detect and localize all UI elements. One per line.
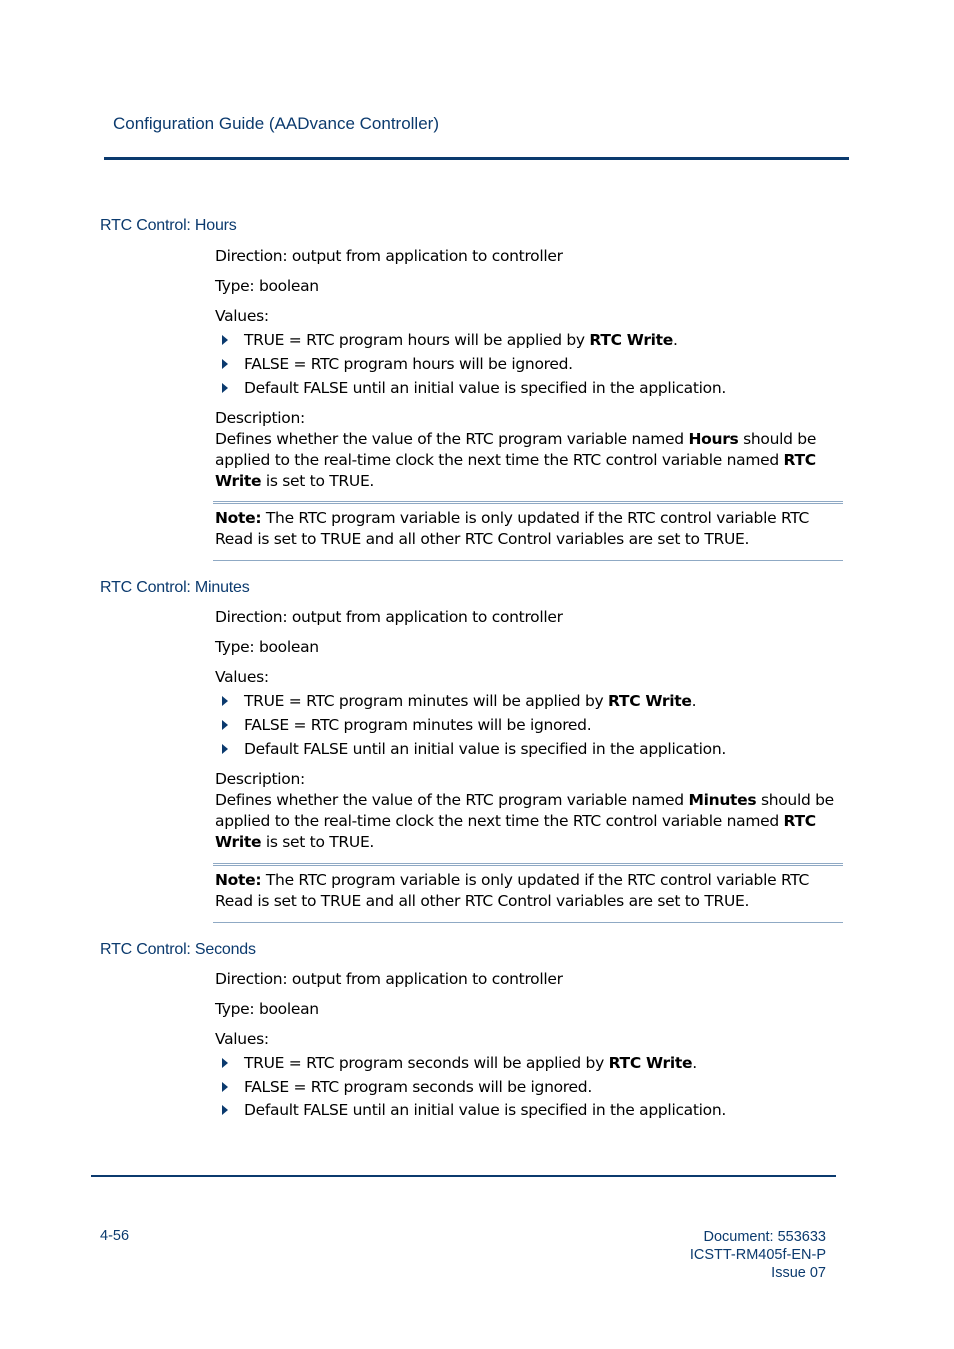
page-number: 4-56 [100, 1228, 130, 1244]
bullet-arrow-icon [222, 1105, 228, 1115]
document-issue: Issue 07 [771, 1265, 826, 1281]
minutes-type: Type: boolean [215, 638, 319, 656]
section-heading-minutes: RTC Control: Minutes [100, 579, 250, 596]
seconds-type: Type: boolean [215, 1000, 319, 1018]
section-heading-seconds: RTC Control: Seconds [100, 941, 256, 958]
minutes-values-label: Values: [215, 668, 269, 686]
minutes-note-box [213, 863, 843, 923]
document-number: Document: 553633 [703, 1229, 826, 1245]
section-heading-hours: RTC Control: Hours [100, 217, 237, 234]
footer-divider [91, 1175, 836, 1177]
bullet-arrow-icon [222, 720, 228, 730]
bullet-arrow-icon [222, 383, 228, 393]
minutes-note-text: Note: The RTC program variable is only updated if the RTC control variable RTC Read is set to TRUE and all other RTC Control variables are set to TRUE. [215, 871, 810, 910]
seconds-values-label: Values: [215, 1030, 269, 1048]
bullet-arrow-icon [222, 359, 228, 369]
bullet-arrow-icon [222, 696, 228, 706]
document-code: ICSTT-RM405f-EN-P [689, 1247, 826, 1263]
document-page: Configuration Guide (AADvance Controller) RTC Control: Hours Direction: output from application to controller Type: boolean Values: TRUE = RTC program hours will be applied by RTC Write. FALSE = RTC program hours will be ignored. Default FALSE until an initial value is specified in the application. Description: Defines whether the value of the RTC program variable named Hours should be applied to the real-time clock the next time the RTC control variable named RTC Write is set to TRUE. Note: The RTC program variable is only updated if the RTC control variable RTC Read is set to TRUE and all other RTC Control variables are set to TRUE. RTC Control: Minutes Direction: output from application to controller Type: boolean Values: TRUE = RTC program minutes will be applied by RTC Write. FALSE = RTC program minutes will be ignored. Default FALSE until an initial value is specified in the application. Description: Defines whether the value of the RTC program variable named Minutes should be applied to the real-time clock the next time the RTC control variable named RTC Write is set to TRUE. Note: The RTC program variable is only updated if the RTC control variable RTC Read is set to TRUE and all other RTC Control variables are set to TRUE. RTC Control: Seconds Direction: output from application to controller Type: boolean Values: TRUE = RTC program seconds will be applied by RTC Write. FALSE = RTC program seconds will be ignored. Default FALSE until an initial value is specified in the application. 4-56 Document: 553633 ICSTT-RM405f-EN-P Issue 07 [0, 0, 954, 1349]
document-info [690, 1228, 826, 1282]
header-divider [104, 157, 849, 160]
document-header-title: Configuration Guide (AADvance Controller) [113, 114, 439, 133]
bullet-arrow-icon [222, 335, 228, 345]
bullet-arrow-icon [222, 744, 228, 754]
hours-values-label: Values: [215, 307, 269, 325]
minutes-description: Description: Defines whether the value of the RTC program variable named Minutes should be applied to the real-time clock the next time the RTC control variable named RTC Write is set to TRUE. [215, 770, 834, 851]
hours-direction: Direction: output from application to controller [215, 247, 563, 265]
bullet-arrow-icon [222, 1082, 228, 1092]
seconds-direction: Direction: output from application to controller [215, 970, 563, 988]
minutes-direction: Direction: output from application to controller [215, 608, 563, 626]
hours-type: Type: boolean [215, 277, 319, 295]
bullet-arrow-icon [222, 1058, 228, 1068]
hours-description: Description: Defines whether the value of the RTC program variable named Hours should be applied to the real-time clock the next time the RTC control variable named RTC Write is set to TRUE. [215, 409, 817, 490]
hours-note-box [213, 501, 843, 561]
hours-note-text: Note: The RTC program variable is only updated if the RTC control variable RTC Read is set to TRUE and all other RTC Control variables are set to TRUE. [215, 509, 810, 548]
